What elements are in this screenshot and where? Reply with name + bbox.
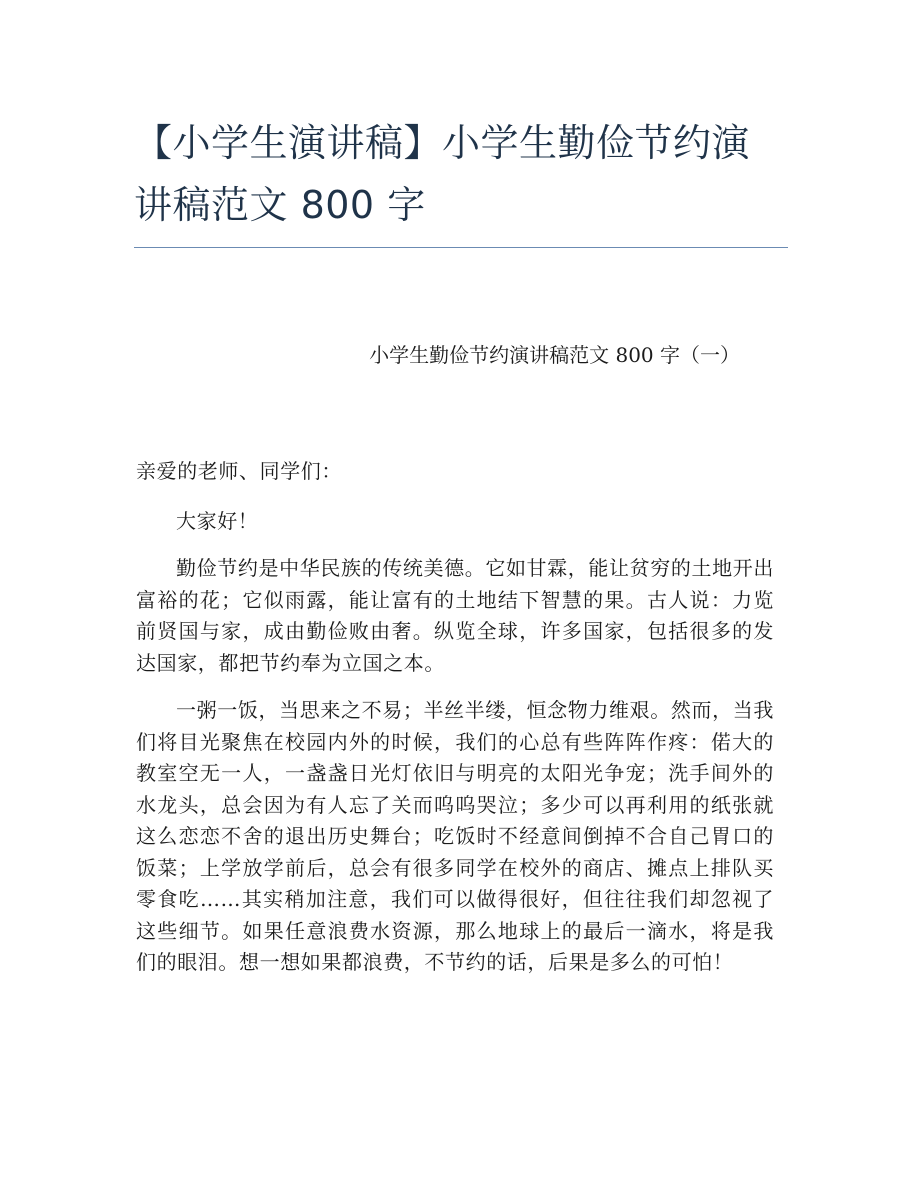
speech-body	[136, 456, 774, 995]
document-title: 【小学生演讲稿】小学生勤俭节约演讲稿范文 800 字	[134, 121, 751, 227]
section-heading: 小学生勤俭节约演讲稿范文 800 字（一）	[369, 343, 740, 367]
greeting: 大家好！	[176, 508, 259, 533]
paragraph-1: 勤俭节约是中华民族的传统美德。它如甘霖，能让贫穷的土地开出富裕的花；它似雨露，能让富有的土地结下智慧的果。古人说：力览前贤国与家，成由勤俭败由奢。纵览全球，许多国家，包括很多的发达国家，都把节约奉为立国之本。	[136, 556, 774, 675]
salutation: 亲爱的老师、同学们：	[136, 459, 342, 483]
paragraph-2: 一粥一饭，当思来之不易；半丝半缕，恒念物力维艰。然而，当我们将目光聚焦在校园内外的时候，我们的心总有些阵阵作疼：偌大的教室空无一人，一盏盏日光灯依旧与明亮的太阳光争宠；洗手间外的水龙头，总会因为有人忘了关而呜呜哭泣；多少可以再利用的纸张就这么恋恋不舍的退出历史舞台；吃饭时不经意间倒掉不合自己胃口的饭菜；上学放学前后，总会有很多同学在校外的商店、摊点上排队买零食吃……其实稍加注意，我们可以做得很好，但往往我们却忽视了这些细节。如果任意浪费水资源，那么地球上的最后一滴水，将是我们的眼泪。想一想如果都浪费，不节约的话，后果是多么的可怕！	[136, 698, 774, 974]
title-divider	[134, 247, 788, 248]
